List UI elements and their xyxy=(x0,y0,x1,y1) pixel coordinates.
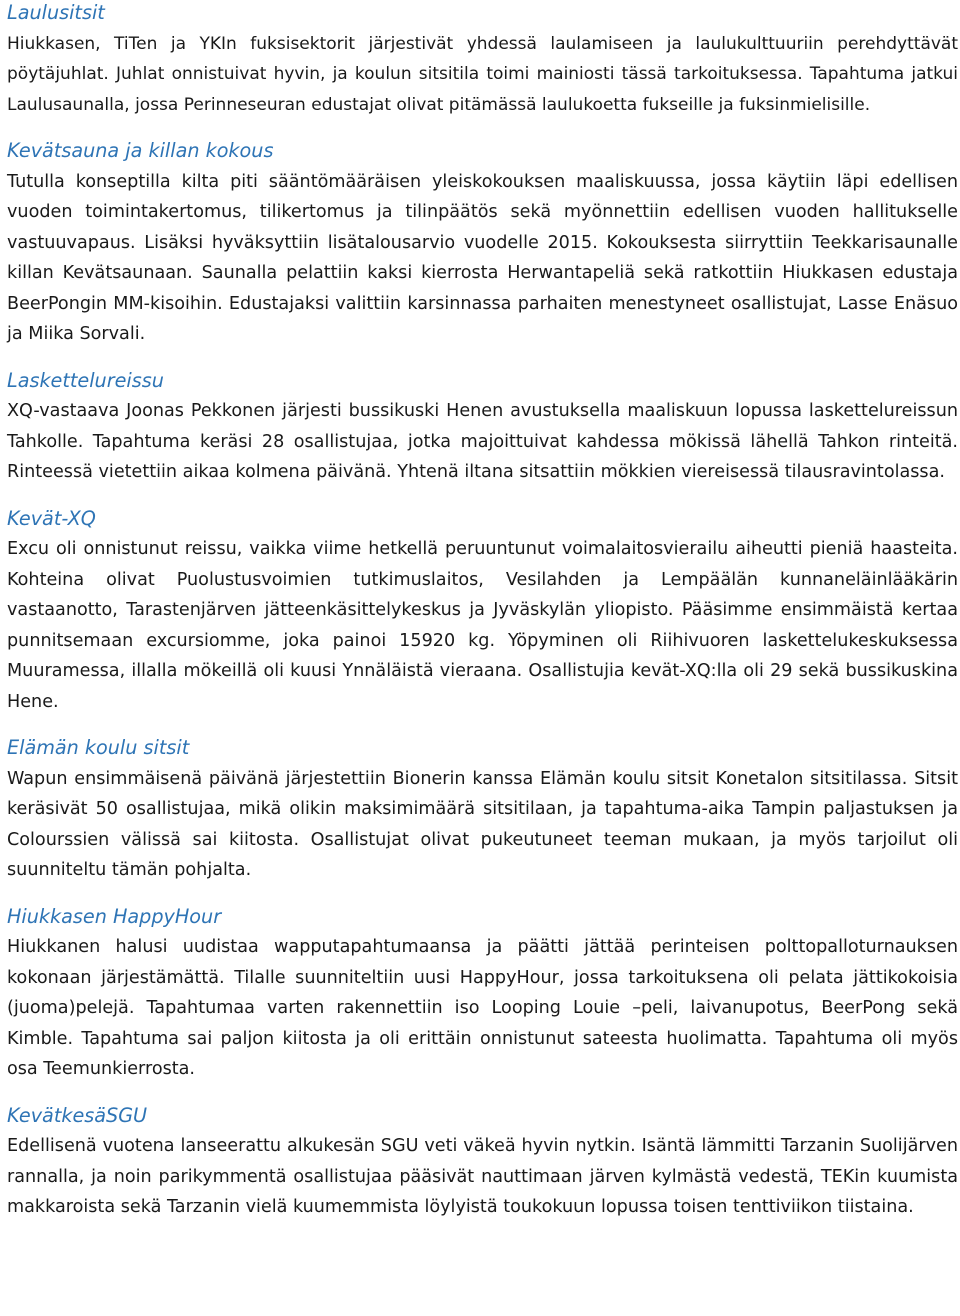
section-paragraph: Edellisenä vuotena lanseerattu alkukesän SGU veti väkeä hyvin nytkin. Isäntä lämmitti Tarzanin Suolijärven rannalla, ja noin parikymmentä osallistujaa pääsivät nauttimaan järven kylmästä vedestä, TEKin kuumista makkaroista sekä Tarzanin vielä kuumemmista löylyistä toukokuun lopussa toisen tenttiviikon tiistaina. xyxy=(7,1136,958,1217)
section-laulusitsit xyxy=(7,0,958,120)
section-kevat-xq xyxy=(7,504,958,718)
section-paragraph: Tutulla konseptilla kilta piti sääntömääräisen yleiskokouksen maaliskuussa, jossa käytiin läpi edellisen vuoden toimintakertomus, tilikertomus ja tilinpäätös sekä myönnettiin edellisen vuoden hallitukselle vastuuvapaus. Lisäksi hyväksyttiin lisätalousarvio vuodelle 2015. Kokouksesta siirryttiin Teekkarisaunalle killan Kevätsaunaan. Saunalla pelattiin kaksi kierrosta Herwantapeliä sekä ratkottiin Hiukkasen edustaja BeerPongin MM-kisoihin. Edustajaksi valittiin karsinnassa parhaiten menestyneet osallistujat, Lasse Enäsuo ja Miika Sorvali. xyxy=(7,171,958,344)
section-paragraph: Wapun ensimmäisenä päivänä järjestettiin Bionerin kanssa Elämän koulu sitsit Konetalon sitsitilassa. Sitsit keräsivät 50 osallistujaa, mikä olikin maksimimäärä sitsitilaan, ja tapahtuma-aika Tampin paljastuksen ja Colourssien välissä sai kiitosta. Osallistujat olivat pukeutuneet teeman mukaan, ja myös tarjoilut oli suunniteltu tämän pohjalta. xyxy=(7,768,958,880)
section-paragraph: XQ-vastaava Joonas Pekkonen järjesti bussikuski Henen avustuksella maaliskuun lopussa laskettelureissun Tahkolle. Tapahtuma keräsi 28 osallistujaa, jotka majoittuivat kahdessa mökissä lähellä Tahkon rinteitä. Rinteessä vietettiin aikaa kolmena päivänä. Yhtenä iltana sitsattiin mökkien viereisessä tilausravintolassa. xyxy=(7,401,958,482)
section-laskettelureissu xyxy=(7,366,958,488)
section-heading: Kevät-XQ xyxy=(7,506,96,530)
section-paragraph: Hiukkasen, TiTen ja YKIn fuksisektorit järjestivät yhdessä laulamiseen ja laulukulttuuriin perehdyttävät pöytäjuhlat. Juhlat onnistuivat hyvin, ja koulun sitsitila toimi mainiosti tässä tarkoituksessa. Tapahtuma jatkui Laulusaunalla, jossa Perinneseuran edustajat olivat pitämässä laulukoetta fukseille ja fuksinmielisille. xyxy=(7,33,958,115)
section-heading: Laskettelureissu xyxy=(7,368,164,392)
section-elaman-koulu-sitsit xyxy=(7,733,958,886)
section-kevatkesasgu xyxy=(7,1101,958,1223)
section-heading: Hiukkasen HappyHour xyxy=(7,904,222,928)
document-page xyxy=(7,0,958,1223)
section-heading: KevätkesäSGU xyxy=(7,1103,148,1127)
section-hiukkasen-happyhour xyxy=(7,902,958,1085)
section-paragraph: Excu oli onnistunut reissu, vaikka viime hetkellä peruuntunut voimalaitosvierailu aiheutti pieniä haasteita. Kohteina olivat Puolustusvoimien tutkimuslaitos, Vesilahden ja Lempäälän kunnaneläinlääkärin vastaanotto, Tarastenjärven jätteenkäsittelykeskus ja Jyväskylän yliopisto. Pääsimme ensimmäistä kertaa punnitsemaan excursiomme, joka painoi 15920 kg. Yöpyminen oli Riihivuoren laskettelukeskuksessa Muuramessa, illalla mökeillä oli kuusi Ynnäläistä vieraana. Osallistujia kevät-XQ:lla oli 29 sekä bussikuskina Hene. xyxy=(7,539,958,712)
section-kevatsauna xyxy=(7,136,958,350)
section-heading: Laulusitsit xyxy=(7,1,105,24)
section-heading: Kevätsauna ja killan kokous xyxy=(7,139,274,162)
section-heading: Elämän koulu sitsit xyxy=(7,736,190,759)
section-paragraph: Hiukkanen halusi uudistaa wapputapahtumaansa ja päätti jättää perinteisen polttopalloturnauksen kokonaan järjestämättä. Tilalle suunniteltiin uusi HappyHour, jossa tarkoituksena oli pelata jättikokoisia (juoma)pelejä. Tapahtumaa varten rakennettiin iso Looping Louie –peli, laivanupotus, BeerPong sekä Kimble. Tapahtuma sai paljon kiitosta ja oli erittäin onnistunut sateesta huolimatta. Tapahtuma oli myös osa Teemunkierrosta. xyxy=(7,937,958,1079)
